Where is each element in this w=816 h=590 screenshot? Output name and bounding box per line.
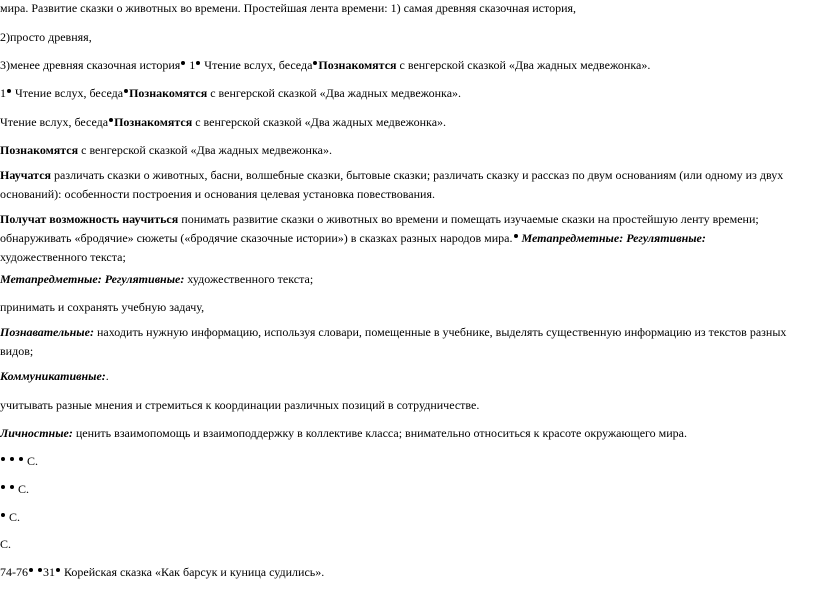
paragraph-2 bbox=[0, 28, 812, 47]
p7-text-a: различать сказки о животных, басни, волшебные сказки, бытовые сказки; различать сказку и рассказ по двум основаниям (или одному из двух bbox=[51, 168, 784, 182]
paragraph-16 bbox=[0, 480, 812, 499]
p10-text: принимать и сохранять учебную задачу, bbox=[0, 300, 205, 314]
p4-text-c: с венгерской сказкой «Два жадных медвежонка». bbox=[207, 86, 462, 100]
p3-text-a: 3)менее древняя сказочная история bbox=[0, 58, 181, 72]
bullet-dot-icon bbox=[514, 234, 518, 238]
p12-bold-italic: Коммуникативные: bbox=[0, 369, 106, 383]
paragraph-17 bbox=[0, 508, 812, 527]
p9-text-a: художественного текста; bbox=[184, 272, 314, 286]
paragraph-10 bbox=[0, 298, 812, 317]
p19-text-c: Корейская сказка «Как барсук и куница судились». bbox=[61, 565, 325, 579]
p3-text-b: 1 bbox=[186, 58, 196, 72]
paragraph-11 bbox=[0, 323, 812, 361]
p3-text-d: с венгерской сказкой «Два жадных медвежонка». bbox=[396, 58, 651, 72]
p11-bold-italic: Познавательные: bbox=[0, 325, 94, 339]
p3-text-c: Чтение вслух, беседа bbox=[201, 58, 313, 72]
p14-bold-italic: Личностные: bbox=[0, 426, 73, 440]
bullet-dot-icon bbox=[124, 89, 128, 93]
paragraph-14 bbox=[0, 424, 812, 443]
p12-text-a: . bbox=[105, 369, 109, 383]
p8-bold-italic: Метапредметные: Регулятивные: bbox=[518, 231, 706, 245]
bullet-dot-icon bbox=[1, 457, 5, 461]
paragraph-6 bbox=[0, 141, 812, 160]
p13-text: учитывать разные мнения и стремиться к координации различных позиций в сотрудничестве. bbox=[0, 398, 480, 412]
p9-bold-italic: Метапредметные: Регулятивные: bbox=[0, 272, 185, 286]
p15-text: С. bbox=[24, 454, 39, 468]
paragraph-9 bbox=[0, 270, 812, 289]
paragraph-4 bbox=[0, 84, 812, 103]
p4-text-a: 1 bbox=[0, 86, 6, 100]
bullet-dot-icon bbox=[313, 61, 317, 65]
bullet-dot-icon bbox=[109, 118, 113, 122]
p14-text-a: ценить взаимопомощь и взаимоподдержку в коллективе класса; внимательно относиться к красоте окружающего мира. bbox=[72, 426, 687, 440]
bullet-dot-icon bbox=[38, 568, 42, 572]
paragraph-5 bbox=[0, 113, 812, 132]
p8-text-a: понимать развитие сказки о животных во времени и помещать изучаемые сказки на простейшую ленту времени; bbox=[178, 212, 759, 226]
paragraph-8 bbox=[0, 210, 812, 267]
paragraph-15 bbox=[0, 452, 812, 471]
paragraph-3 bbox=[0, 56, 812, 75]
paragraph-18 bbox=[0, 535, 812, 554]
p7-bold: Научатся bbox=[0, 168, 52, 182]
p11-text-b: видов; bbox=[0, 344, 34, 358]
p8-text-b: обнаруживать «бродячие» сюжеты («бродячие сказочные истории») в сказках разных народов мира. bbox=[0, 231, 513, 245]
p19-text-b: 31 bbox=[43, 565, 55, 579]
p1-text: мира. Развитие сказки о животных во времени. Простейшая лента времени: 1) самая древняя сказочная история, bbox=[0, 1, 577, 15]
bullet-dot-icon bbox=[1, 485, 5, 489]
bullet-dot-icon bbox=[56, 568, 60, 572]
bullet-dot-icon bbox=[1, 513, 5, 517]
paragraph-1 bbox=[0, 0, 812, 18]
p8-bold: Получат возможность научиться bbox=[0, 212, 179, 226]
p16-text: С. bbox=[15, 482, 30, 496]
p3-bold: Познакомятся bbox=[318, 58, 397, 72]
p6-bold: Познакомятся bbox=[0, 143, 79, 157]
p5-text-a: Чтение вслух, беседа bbox=[0, 115, 109, 129]
p2-text: 2)просто древняя, bbox=[0, 30, 92, 44]
p4-text-b: Чтение вслух, беседа bbox=[12, 86, 124, 100]
bullet-dot-icon bbox=[10, 485, 14, 489]
paragraph-7 bbox=[0, 166, 812, 204]
p8-text-c: художественного текста; bbox=[0, 250, 126, 264]
paragraph-13 bbox=[0, 396, 812, 415]
bullet-dot-icon bbox=[7, 89, 11, 93]
paragraph-12 bbox=[0, 367, 812, 386]
p4-bold: Познакомятся bbox=[129, 86, 208, 100]
p17-text: С. bbox=[6, 510, 21, 524]
p5-bold: Познакомятся bbox=[114, 115, 193, 129]
bullet-dot-icon bbox=[29, 568, 33, 572]
p6-text-a: с венгерской сказкой «Два жадных медвежонка». bbox=[78, 143, 332, 157]
paragraph-19 bbox=[0, 563, 812, 582]
bullet-dot-icon bbox=[181, 61, 185, 65]
bullet-dot-icon bbox=[19, 457, 23, 461]
p18-text: С. bbox=[0, 537, 12, 551]
p19-text-a: 74-76 bbox=[0, 565, 28, 579]
p5-text-b: с венгерской сказкой «Два жадных медвежонка». bbox=[192, 115, 447, 129]
bullet-dot-icon bbox=[196, 61, 200, 65]
bullet-dot-icon bbox=[10, 457, 14, 461]
p11-text-a: находить нужную информацию, используя словари, помещенные в учебнике, выделять существенную информацию из текстов разных bbox=[93, 325, 787, 339]
p7-text-b: оснований): особенности построения и основания целевая установка повествования. bbox=[0, 187, 435, 201]
